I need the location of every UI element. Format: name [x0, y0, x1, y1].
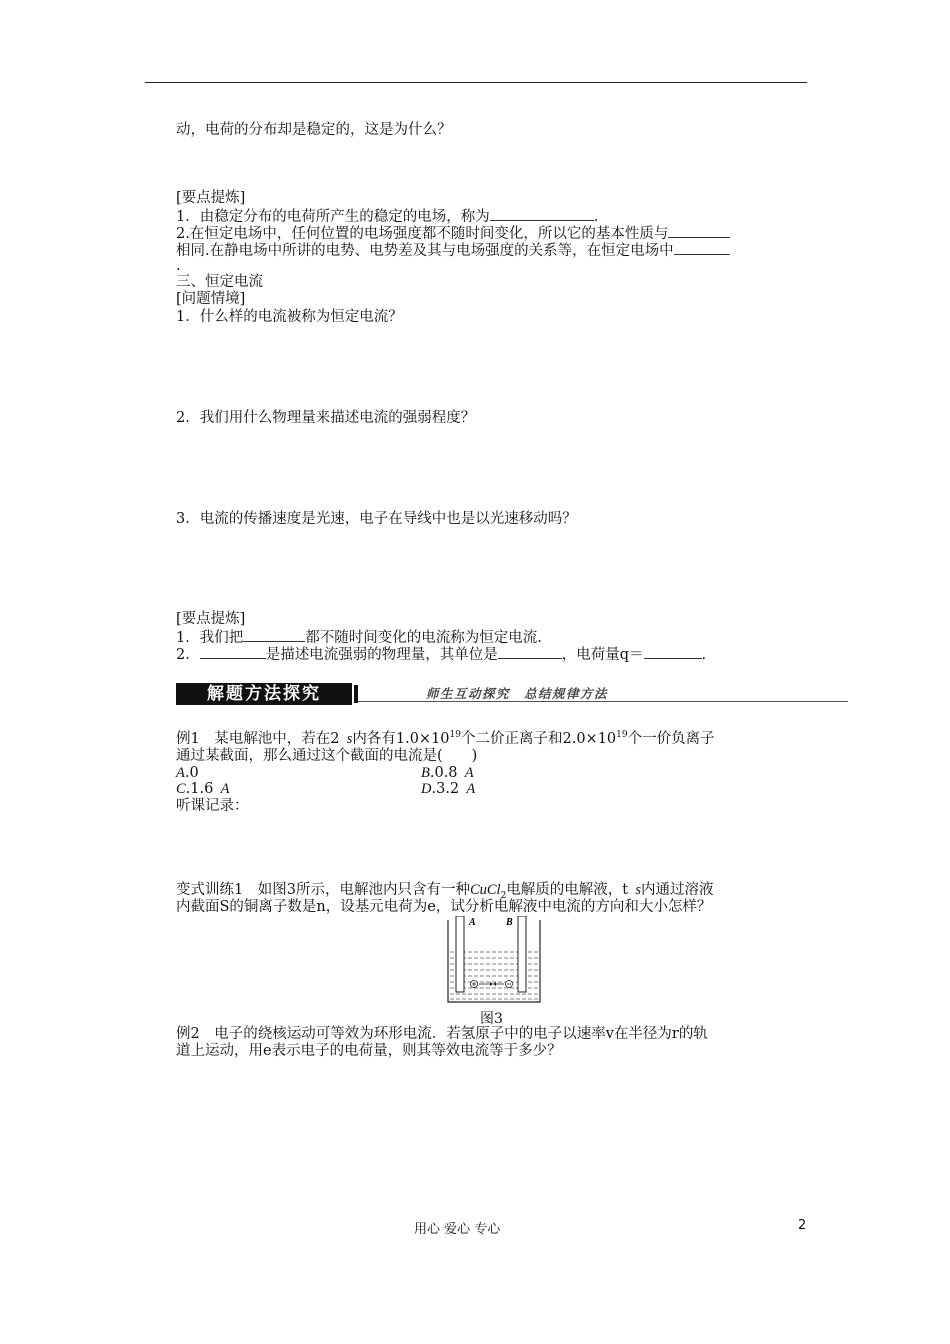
answer-blank[interactable]: [668, 225, 730, 238]
question-2: 2．我们用什么物理量来描述电流的强弱程度？: [176, 410, 476, 426]
key-point-1-2b: 相同.在静电场中所讲的电势、电势差及其与电场强度的关系等，在恒定电场中: [176, 242, 730, 260]
banner-rule: [358, 701, 848, 702]
option-d: D.3.2 A: [421, 781, 476, 797]
header-rule: [145, 82, 807, 83]
key-point-2-2: 2． 是描述电流强弱的物理量，其单位是 ，电荷量q＝ .: [176, 647, 707, 663]
key-points-header-1: [要点提炼]: [176, 190, 246, 206]
example-2-line-2: 道上运动，用e表示电子的电荷量，则其等效电流等于多少？: [176, 1043, 562, 1059]
answer-blank[interactable]: [644, 646, 702, 659]
key-point-1-2c: .: [176, 258, 181, 274]
listening-record-label: 听课记录：: [176, 798, 249, 814]
answer-blank[interactable]: [200, 646, 266, 659]
key-points-header-2: [要点提炼]: [176, 611, 246, 627]
label-b: B: [506, 917, 513, 928]
example-2-line-1: 例2 电子的绕核运动可等效为环形电流．若氢原子中的电子以速率v在半径为r的轨: [176, 1026, 708, 1042]
variant-1-line-2: 内截面S的铜离子数是n，设基元电荷为e，试分析电解液中电流的方向和大小怎样？: [176, 899, 712, 915]
footer-motto: 用心 爱心 专心: [414, 1222, 501, 1237]
figure-caption: 图3: [480, 1011, 503, 1027]
key-point-1-1: 1．由稳定分布的电荷所产生的稳定的电场，称为 .: [176, 209, 599, 225]
problem-context-header: [问题情境]: [176, 291, 246, 307]
section-3-title: 三、恒定电流: [176, 274, 263, 290]
key-point-2-1: 1．我们把 都不随时间变化的电流称为恒定电流.: [176, 630, 542, 646]
section-banner: [176, 683, 848, 705]
option-a: A.0: [176, 765, 199, 781]
answer-blank[interactable]: [498, 646, 562, 659]
example-1-line-1: 例1 某电解池中，若在2 s内各有$1.0\times 10^{19}$个二价正离子和$2.0\times 10^{19}$个一价负离子: [176, 730, 715, 747]
banner-title: 解题方法探究: [176, 683, 352, 705]
question-3: 3．电流的传播速度是光速，电子在导线中也是以光速移动吗？: [176, 511, 577, 527]
option-b: B.0.8 A: [421, 765, 474, 781]
electrolytic-cell-diagram: [446, 916, 542, 1006]
electrode-a: [456, 916, 464, 992]
option-c: C.1.6 A: [176, 781, 230, 797]
answer-blank[interactable]: [243, 629, 305, 642]
question-1: 1．什么样的电流被称为恒定电流？: [176, 309, 403, 325]
example-1-line-2: 通过某截面，那么通过这个截面的电流是( ): [176, 748, 478, 764]
key-point-1-2a: 2.在恒定电场中，任何位置的电场强度都不随时间变化，所以它的基本性质与: [176, 225, 730, 243]
electrode-b: [518, 916, 526, 992]
page-number: 2: [798, 1218, 807, 1233]
variant-1-line-1: 变式训练1 如图3所示，电解池内只含有一种CuCl$_2$电解质的电解液，t s内通过溶液: [176, 882, 714, 901]
answer-blank[interactable]: [674, 242, 730, 255]
label-a: A: [469, 917, 476, 928]
intro-line: 动，电荷的分布却是稳定的，这是为什么？: [176, 122, 452, 138]
answer-blank[interactable]: [490, 208, 594, 221]
banner-subtitle: 师生互动探究 总结规律方法: [426, 686, 609, 701]
